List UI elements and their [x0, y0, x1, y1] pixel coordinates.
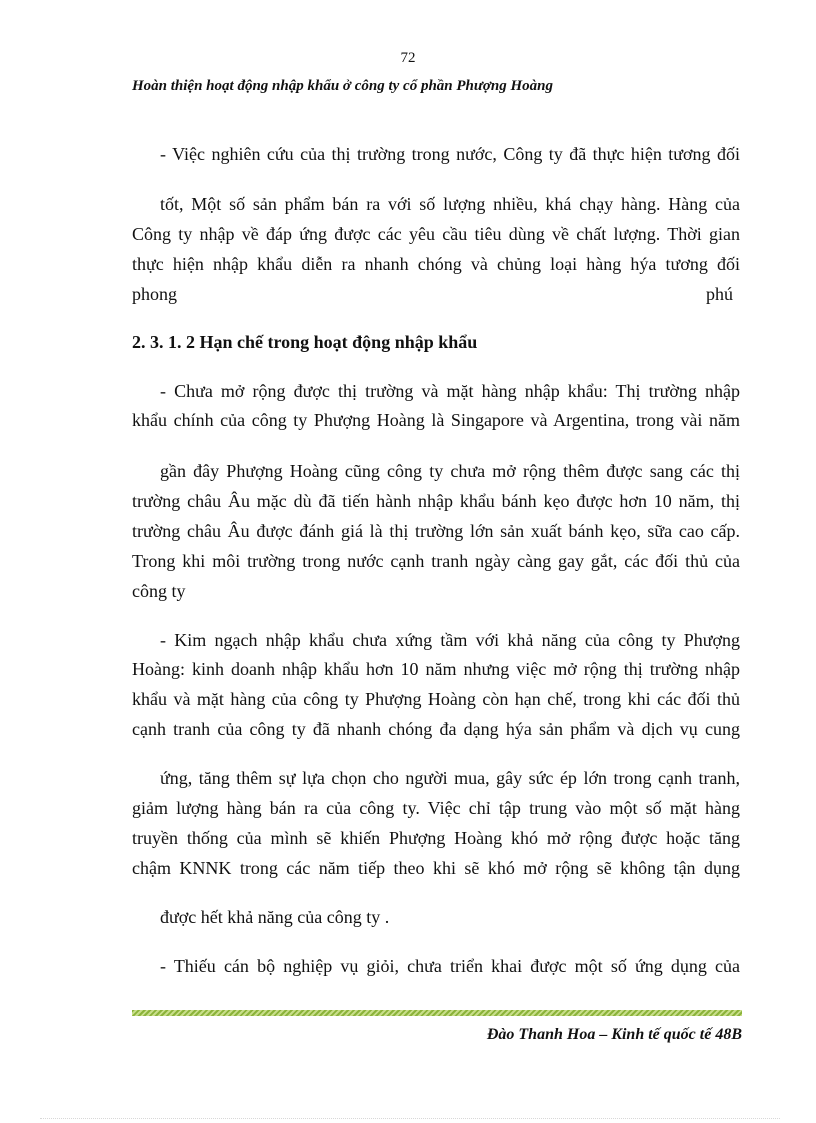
text-line: Công ty nhập về đáp ứng được các yêu cầu tiêu dùng về chất lượng. Thời gian [132, 224, 740, 244]
text-line: Trong khi môi trường trong nước cạnh tranh ngày càng gay gắt, các đối thủ của [132, 551, 740, 571]
text-line: gần đây Phượng Hoàng cũng công ty chưa mở rộng thêm được sang các thị [160, 461, 740, 481]
text-line: ứng, tăng thêm sự lựa chọn cho người mua, gây sức ép lớn trong cạnh tranh, [160, 768, 740, 788]
text-line: truyền thống của mình sẽ khiến Phượng Hoàng khó mở rộng được hoặc tăng [132, 828, 740, 848]
footer-author: Đào Thanh Hoa – Kinh tế quốc tế 48B [486, 1026, 742, 1043]
text-line: giảm lượng hàng bán ra của công ty. Việc chỉ tập trung vào một số mặt hàng [132, 798, 740, 818]
text-line: - Chưa mở rộng được thị trường và mặt hàng nhập khẩu: Thị trường nhập [160, 381, 740, 401]
text-line: - Kim ngạch nhập khẩu chưa xứng tầm với khả năng của công ty Phượng [160, 630, 740, 650]
text-line: công ty [132, 581, 186, 601]
footer-rule [132, 1010, 742, 1016]
text-line: khẩu và mặt hàng của công ty Phượng Hoàng còn hạn chế, trong khi các đối thủ [132, 689, 740, 709]
text-line: khẩu chính của công ty Phượng Hoàng là Singapore và Argentina, trong vài năm [132, 410, 740, 430]
page-bottom-border [40, 1118, 780, 1119]
text-line: trường châu Âu mặc dù đã tiến hành nhập khẩu bánh kẹo được hơn 10 năm, thị [132, 491, 740, 511]
section-heading: 2. 3. 1. 2 Hạn chế trong hoạt động nhập khẩu [132, 332, 478, 352]
text-line: thực hiện nhập khẩu diễn ra nhanh chóng và chủng loại hàng hýa tương đối [132, 254, 740, 274]
text-line: phú [706, 284, 733, 304]
running-header-title: Hoàn thiện hoạt động nhập khẩu ở công ty cổ phần Phượng Hoàng [132, 78, 554, 94]
text-line: - Thiếu cán bộ nghiệp vụ giỏi, chưa triển khai được một số ứng dụng của [160, 956, 740, 976]
page-number: 72 [400, 50, 416, 66]
text-line: tốt, Một số sản phẩm bán ra với số lượng nhiều, khá chạy hàng. Hàng của [160, 194, 740, 214]
text-line: phong [132, 284, 177, 304]
text-line: chậm KNNK trong các năm tiếp theo khi sẽ khó mở rộng sẽ không tận dụng [132, 858, 740, 878]
text-line: - Việc nghiên cứu của thị trường trong nước, Công ty đã thực hiện tương đối [160, 144, 740, 164]
text-line: Hoàng: kinh doanh nhập khẩu hơn 10 năm nhưng việc mở rộng thị trường nhập [132, 659, 740, 679]
text-line: trường châu Âu được đánh giá là thị trường lớn sản xuất bánh kẹo, sữa cao cấp. [132, 521, 740, 541]
text-line: cạnh tranh của công ty đã nhanh chóng đa dạng hýa sản phẩm và dịch vụ cung [132, 719, 740, 739]
text-line: được hết khả năng của công ty . [160, 907, 390, 927]
